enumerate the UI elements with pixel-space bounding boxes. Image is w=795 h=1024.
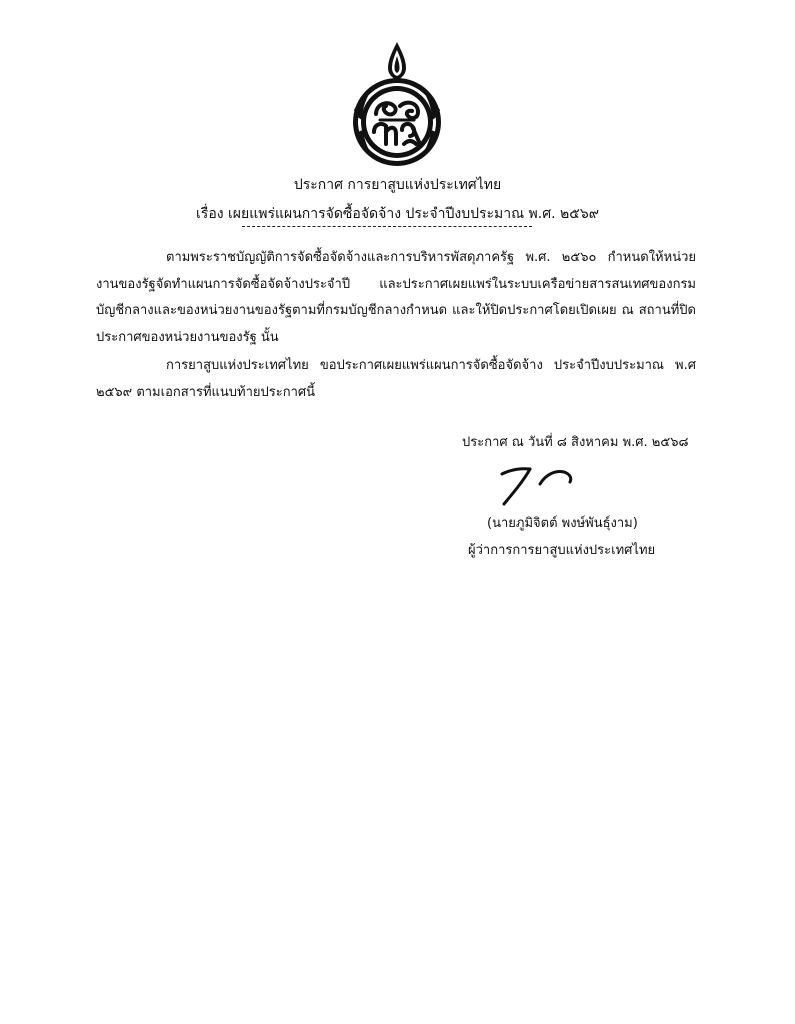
title-divider	[242, 226, 532, 227]
seal-icon	[350, 40, 444, 168]
signer-title: ผู้ว่าการการยาสูบแห่งประเทศไทย	[468, 543, 656, 558]
announcement-body	[96, 245, 696, 406]
body-paragraph-2: การยาสูบแห่งประเทศไทย ขอประกาศเผยแพร่แผนการจัดซื้อจัดจ้าง ประจำปีงบประมาณ พ.ศ ๒๕๖๙ ตามเอกสารที่แนบท้ายประกาศนี้	[96, 358, 696, 400]
signer-name: (นายภูมิจิตต์ พงษ์พันธุ์งาม)	[487, 516, 638, 531]
announcement-title: ประกาศ การยาสูบแห่งประเทศไทย	[293, 177, 502, 193]
announcement-subject: เรื่อง เผยแพร่แผนการจัดซื้อจัดจ้าง ประจำปีงบประมาณ พ.ศ. ๒๕๖๙	[196, 206, 599, 222]
signature-icon	[494, 460, 584, 510]
announcement-date: ประกาศ ณ วันที่ ๘ สิงหาคม พ.ศ. ๒๕๖๘	[462, 435, 689, 450]
body-paragraph-1: ตามพระราชบัญญัติการจัดซื้อจัดจ้างและการบริหารพัสดุภาครัฐ พ.ศ. ๒๕๖๐ กำหนดให้หน่วยงานของรัฐจัดทำแผนการจัดซื้อจัดจ้างประจำปี และประกาศเผยแพร่ในระบบเครือข่ายสารสนเทศของกรมบัญชีกลางและของหน่วยงานของรัฐตามที่กรมบัญชีกลางกำหนด และให้ปิดประกาศโดยเปิดเผย ณ สถานที่ปิดประกาศของหน่วยงานของรัฐ นั้น	[96, 250, 696, 345]
